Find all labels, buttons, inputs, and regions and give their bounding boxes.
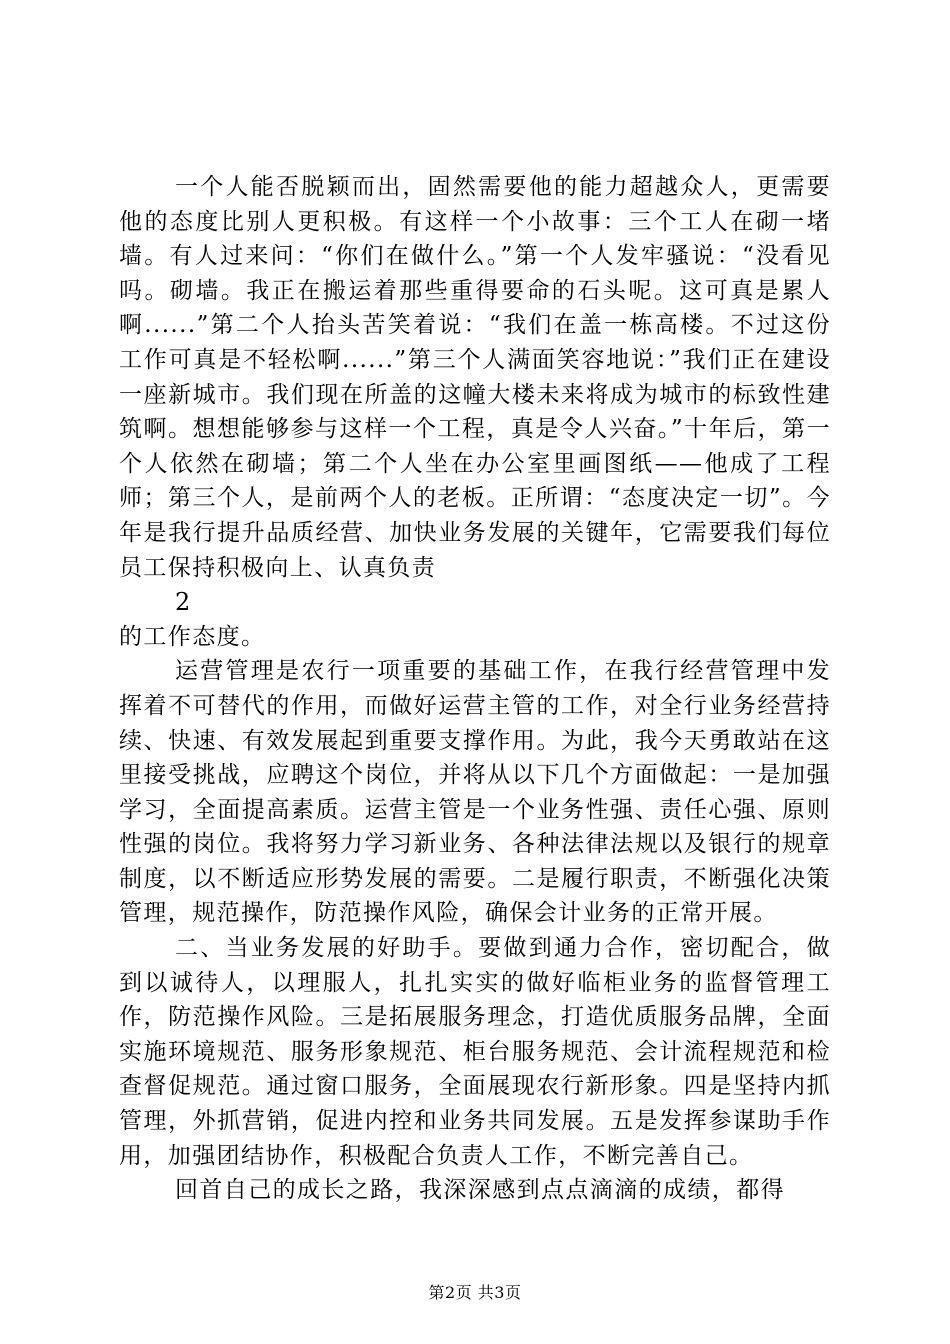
paragraph-operations-management: 运营管理是农行一项重要的基础工作，在我行经营管理中发挥着不可替代的作用，而做好运营主管的工作，对全行业务经营持续、快速、有效发展起到重要支撑作用。为此，我今天勇敢站在这里接受挑战，应聘这个岗位，并将从以下几个方面做起：一是加强学习，全面提高素质。运营主管是一个业务性强、责任心强、原则性强的岗位。我将努力学习新业务、各种法律法规以及银行的规章制度，以不断适应形势发展的需要。二是履行职责，不断强化决策管理，规范操作，防范操作风险，确保会计业务的正常开展。 bbox=[119, 658, 831, 927]
paragraph-growth-review: 回首自己的成长之路，我深深感到点点滴滴的成绩，都得 bbox=[175, 1177, 785, 1204]
paragraph-continuation: 的工作态度。 bbox=[119, 623, 266, 650]
paragraph-attitude-story: 一个人能否脱颖而出，固然需要他的能力超越众人，更需要他的态度比别人更积极。有这样一个小故事：三个工人在砌一堵墙。有人过来问：“你们在做什么。”第一个人发牢骚说：“没看见吗。砌墙。我正在搬运着那些重得要命的石头呢。这可真是累人啊......”第二个人抬头苦笑着说：“我们在盖一栋高楼。不过这份工作可真是不轻松啊......”第三个人满面笑容地说：”我们正在建设一座新城市。我们现在所盖的这幢大楼未来将成为城市的标致性建筑啊。想想能够参与这样一个工程，真是令人兴奋。”十年后，第一个人依然在砌墙；第二个人坐在办公室里画图纸——他成了工程师；第三个人，是前两个人的老板。正所谓：“态度决定一切”。今年是我行提升品质经营、加快业务发展的关键年，它需要我们每位员工保持积极向上、认真负责 bbox=[119, 174, 831, 581]
inline-page-number: 2 bbox=[175, 588, 192, 617]
paragraph-business-assistant: 二、当业务发展的好助手。要做到通力合作，密切配合，做到以诚待人，以理服人，扎扎实实的做好临柜业务的监督管理工作，防范操作风险。三是拓展服务理念，打造优质服务品牌，全面实施环境规范、服务形象规范、柜台服务规范、会计流程规范和检查督促规范。通过窗口服务，全面展现农行新形象。四是坚持内抓管理，外抓营销，促进内控和业务共同发展。五是发挥参谋助手作用，加强团结协作，积极配合负责人工作，不断完善自己。 bbox=[119, 935, 831, 1169]
document-body bbox=[119, 170, 831, 1208]
page-footer: 第2页 共3页 bbox=[428, 1283, 522, 1302]
